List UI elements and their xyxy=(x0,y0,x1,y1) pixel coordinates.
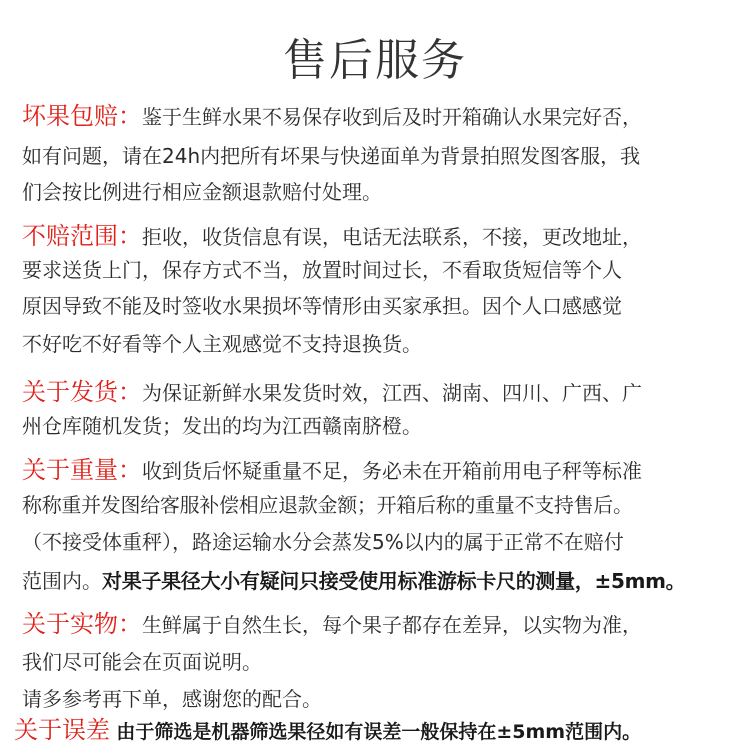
section-weight-heading: 关于重量： xyxy=(22,456,142,484)
section-weight-line-1 xyxy=(22,450,642,485)
section-not-covered-line-4: 不好吃不好看等个人主观感觉不支持退换货。 xyxy=(22,332,422,356)
section-bad-fruit-heading: 坏果包赔： xyxy=(22,102,142,130)
section-shipping-line-1 xyxy=(22,372,642,407)
section-weight-line-3: （不接受体重秤），路途运输水分会蒸发5%以内的属于正常不在赔付 xyxy=(22,530,624,554)
section-bad-fruit-line-2: 如有问题，请在24h内把所有坏果与快递面单为背景拍照发图客服，我 xyxy=(22,144,641,168)
section-weight-text-1: 收到货后怀疑重量不足，务必未在开箱前用电子秤等标准 xyxy=(142,459,642,483)
page-title: 售后服务 xyxy=(283,35,467,86)
section-not-covered-line-1 xyxy=(22,216,642,251)
section-bad-fruit-line-1 xyxy=(22,96,642,131)
section-shipping-heading: 关于发货： xyxy=(22,378,142,406)
section-weight-line-2: 称称重并发图给客服补偿相应退款金额；开箱后称的重量不支持售后。 xyxy=(22,493,633,517)
section-weight-text-4: 范围内。 xyxy=(22,569,102,593)
section-item-text-1: 生鲜属于自然生长，每个果子都存在差异，以实物为准， xyxy=(142,613,642,637)
section-weight-bold-note: 对果子果径大小有疑问只接受使用标准游标卡尺的测量，±5mm。 xyxy=(102,569,686,593)
closing-note: 请多参考再下单，感谢您的配合。 xyxy=(22,687,322,711)
section-weight-line-4 xyxy=(22,565,685,594)
section-not-covered-text-1: 拒收，收货信息有误，电话无法联系，不接，更改地址， xyxy=(142,225,642,249)
section-error-line xyxy=(14,710,641,745)
section-error-heading: 关于误差 xyxy=(14,716,110,744)
section-shipping-line-2: 州仓库随机发货；发出的均为江西赣南脐橙。 xyxy=(22,414,422,438)
section-item-line-1 xyxy=(22,604,642,639)
section-not-covered-heading: 不赔范围： xyxy=(22,222,142,250)
section-bad-fruit-text-1: 鉴于生鲜水果不易保存收到后及时开箱确认水果完好否， xyxy=(142,105,642,129)
section-not-covered-line-2: 要求送货上门，保存方式不当，放置时间过长，不看取货短信等个人 xyxy=(22,258,622,282)
section-shipping-text-1: 为保证新鲜水果发货时效，江西、湖南、四川、广西、广 xyxy=(142,381,642,405)
section-error-text: 由于筛选是机器筛选果径如有误差一般保持在±5mm范围内。 xyxy=(116,721,642,743)
section-not-covered-line-3: 原因导致不能及时签收水果损坏等情形由买家承担。因个人口感感觉 xyxy=(22,294,622,318)
section-item-line-2: 我们尽可能会在页面说明。 xyxy=(22,650,262,674)
section-bad-fruit-line-3: 们会按比例进行相应金额退款赔付处理。 xyxy=(22,180,382,204)
section-item-heading: 关于实物： xyxy=(22,610,142,638)
